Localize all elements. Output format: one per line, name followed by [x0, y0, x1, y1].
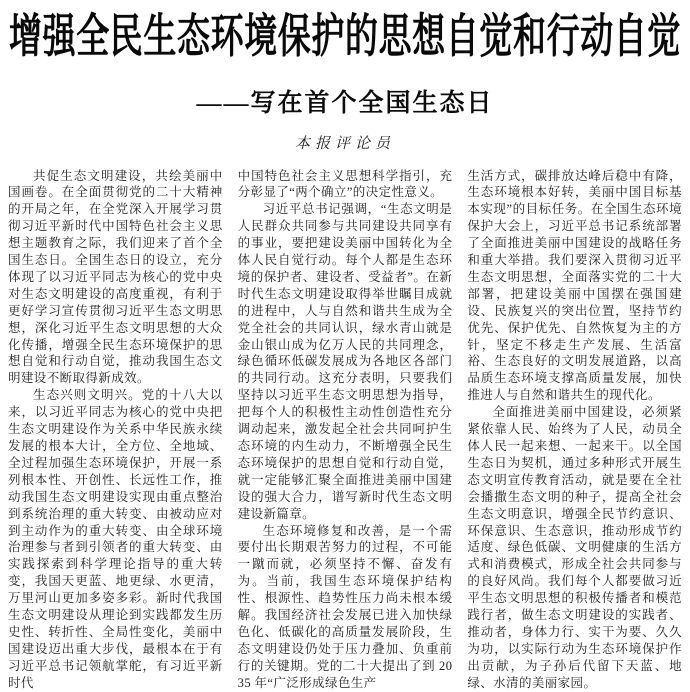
- text-column-1: [8, 168, 223, 690]
- paragraph: 生态兴则文明兴。党的十八大以来，以习近平同志为核心的党中央把生态文明建设作为关系中华民族永续发展的根本大计，全方位、全地域、全过程加强生态环境保护，开展一系列根本性、开创性、长远性工作，推动我国生态文明建设实现由重点整治到系统治理的重大转变、由被动应对到主动作为的重大转变、由全球环境治理参与者到引领者的重大转变、由实践探索到科学理论指导的重大转变，我国天更蓝、地更绿、水更清，万里河山更加多姿多彩。新时代我国生态文明建设从理论到实践都发生历史性、转折性、全局性变化，美丽中国建设迈出重大步伐，最根本在于有习近平总书记领航掌舵，有习近平新时代: [8, 388, 223, 690]
- article-headline: 增强全民生态环境保护的思想自觉和行动自觉: [9, 9, 681, 62]
- article-body: [8, 168, 683, 690]
- article-subtitle: ——写在首个全国生态日: [196, 90, 494, 117]
- paragraph: 生态环境修复和改善，是一个需要付出长期艰苦努力的过程，不可能一蹴而就，必须坚持不懈、奋发有为。当前，我国生态环境保护结构性、根源性、趋势性压力尚未根本缓解。我国经济社会发展已进入加快绿色化、低碳化的高质量发展阶段，生态文明建设仍处于压力叠加、负重前行的关键期。党的二十大提出了到 2035 年“广泛形成绿色生产: [237, 523, 453, 690]
- article-byline: 本报评论员: [294, 135, 395, 152]
- text-column-3: [467, 168, 683, 690]
- paragraph: 全面推进美丽中国建设，必须紧紧依靠人民、始终为了人民，动员全体人民一起来想、一起来干。以全国生态日为契机，通过多种形式开展生态文明宣传教育活动，就是要在全社会播撒生态文明的种子，提高全社会生态文明意识，增强全民节约意识、环保意识、生态意识，推动形成节约适度、绿色低碳、文明健康的生活方式和消费模式，形成全社会共同参与的良好风尚。我们每个人都要做习近平生态文明思想的积极传播者和模范践行者，做生态文明建设的实践者、推动者，身体力行、实干为要、久久为功，以实际行动为生态环境保护作出贡献，为子孙后代留下天蓝、地绿、水清的美丽家园。: [467, 405, 683, 690]
- paragraph: 共促生态文明建设，共绘美丽中国画卷。在全面贯彻党的二十大精神的开局之年，在全党深入开展学习贯彻习近平新时代中国特色社会主义思想主题教育之际，我们迎来了首个全国生态日。全国生态日的设立，充分体现了以习近平同志为核心的党中央对生态文明建设的高度重视，有利于更好学习宣传贯彻习近平生态文明思想，深化习近平生态文明思想的大众化传播，增强全民生态环境保护的思想自觉和行动自觉，推动我国生态文明建设不断取得新成效。: [8, 168, 223, 386]
- paragraph-continuation: 中国特色社会主义思想科学指引，充分彰显了“两个确立”的决定性意义。: [237, 168, 453, 200]
- headline-wrap: [8, 0, 682, 68]
- article-header: [8, 0, 682, 153]
- paragraph: 习近平总书记强调，“生态文明是人民群众共同参与共同建设共同享有的事业，要把建设美丽中国转化为全体人民自觉行动。每个人都是生态环境的保护者、建设者、受益者”。在新时代生态文明建设取得举世瞩目成就的进程中，人与自然和谐共生成为全党全社会的共同认识，绿水青山就是金山银山成为亿万人民的共同理念，绿色循环低碳发展成为各地区各部门的共同行动。这充分表明，只要我们坚持以习近平生态文明思想为指导，把每个人的积极性主动性创造性充分调动起来，激发起全社会共同呵护生态环境的内生动力，不断增强全民生态环境保护的思想自觉和行动自觉，就一定能够汇聚全面推进美丽中国建设的强大合力，谱写新时代生态文明建设新篇章。: [237, 202, 453, 521]
- paragraph-continuation: 生活方式，碳排放达峰后稳中有降，生态环境根本好转，美丽中国目标基本实现”的目标任务。在全国生态环境保护大会上，习近平总书记系统部署了全面推进美丽中国建设的战略任务和重大举措。我们要深入贯彻习近平生态文明思想，全面落实党的二十大部署，把建设美丽中国摆在强国建设、民族复兴的突出位置，坚持节约优先、保护优先、自然恢复为主的方针，坚定不移走生产发展、生活富裕、生态良好的文明发展道路，以高品质生态环境支撑高质量发展，加快推进人与自然和谐共生的现代化。: [467, 168, 683, 403]
- text-column-2: [237, 168, 453, 690]
